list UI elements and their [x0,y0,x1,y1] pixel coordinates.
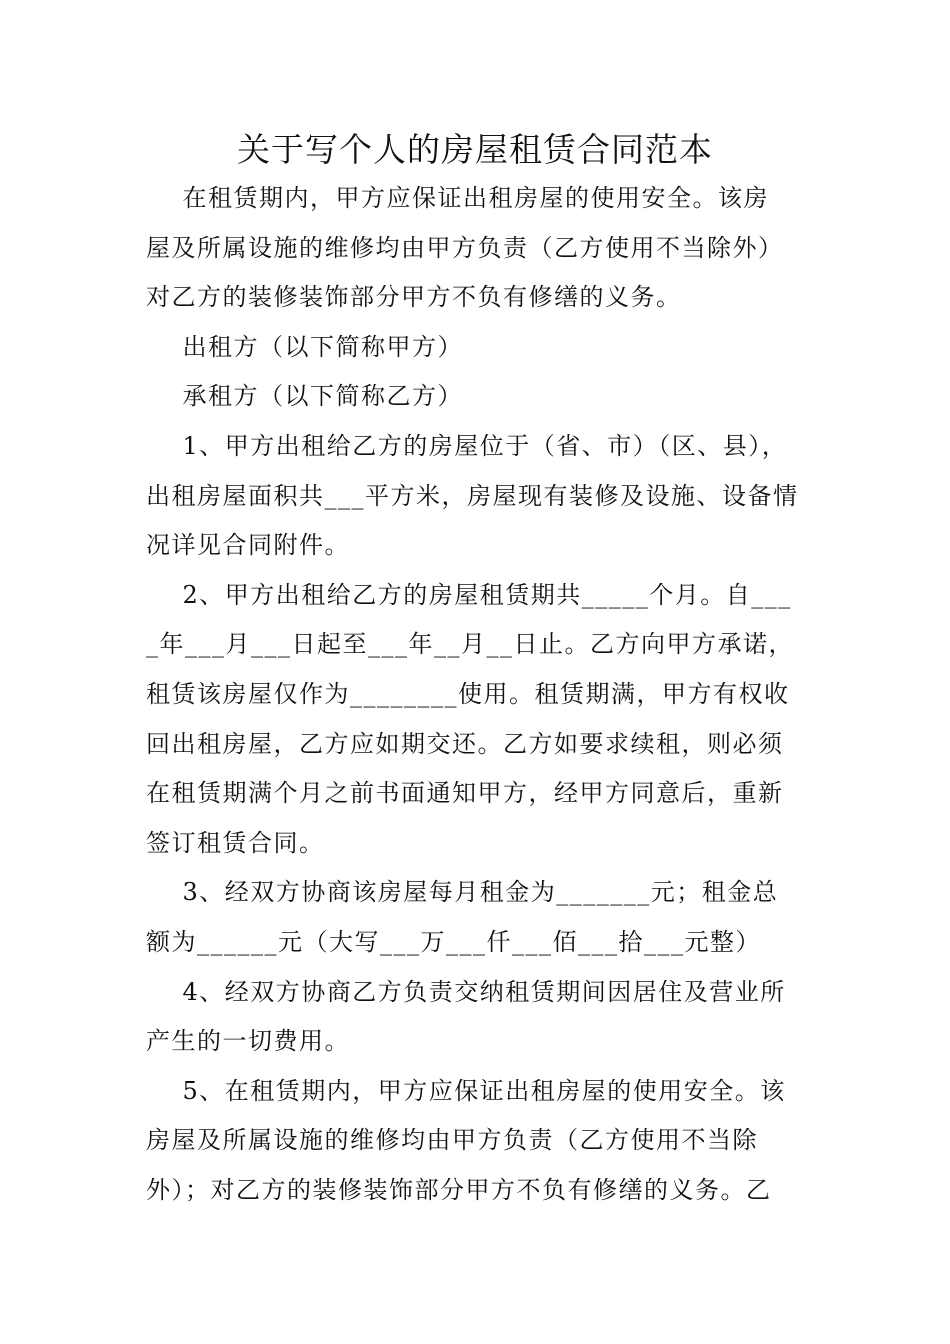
text-line: 在租赁期满个月之前书面通知甲方，经甲方同意后，重新 [146,779,784,808]
text-line: 2、甲方出租给乙方的房屋租赁期共_____个月。自___ [146,580,792,609]
text-line: 4、经双方协商乙方负责交纳租赁期间因居住及营业所 [146,977,786,1006]
text-line: 租赁该房屋仅作为________使用。租赁期满，甲方有权收 [146,679,790,708]
text-line: 1、甲方出租给乙方的房屋位于（省、市）（区、县）， [146,431,788,460]
text-line: 对乙方的装修装饰部分甲方不负有修缮的义务。 [146,283,682,312]
text-line: 额为______元（大写___万___仟___佰___拾___元整） [146,927,761,956]
text-line: 在租赁期内，甲方应保证出租房屋的使用安全。该房 [146,184,770,212]
text-line: _年___月___日起至___年__月__日止。乙方向甲方承诺， [146,630,794,659]
text-line: 回出租房屋，乙方应如期交还。乙方如要求续租，则必须 [146,729,784,758]
text-line: 承租方（以下简称乙方） [146,382,464,411]
text-line: 外）；对乙方的装修装饰部分甲方不负有修缮的义务。乙 [146,1175,772,1204]
text-line: 产生的一切费用。 [146,1027,350,1056]
document-body [146,174,816,1215]
text-line: 5、在租赁期内，甲方应保证出租房屋的使用安全。该 [146,1076,786,1105]
text-line: 况详见合同附件。 [146,531,350,560]
document-title: 关于写个人的房屋租赁合同范本 [237,130,713,169]
text-line: 签订租赁合同。 [146,828,325,857]
text-line: 3、经双方协商该房屋每月租金为_______元；租金总 [146,878,779,907]
text-line: 房屋及所属设施的维修均由甲方负责（乙方使用不当除 [146,1126,758,1155]
text-line: 屋及所属设施的维修均由甲方负责（乙方使用不当除外） [146,233,784,262]
text-line: 出租方（以下简称甲方） [146,332,464,361]
text-line: 出租房屋面积共___平方米，房屋现有装修及设施、设备情 [146,481,799,510]
